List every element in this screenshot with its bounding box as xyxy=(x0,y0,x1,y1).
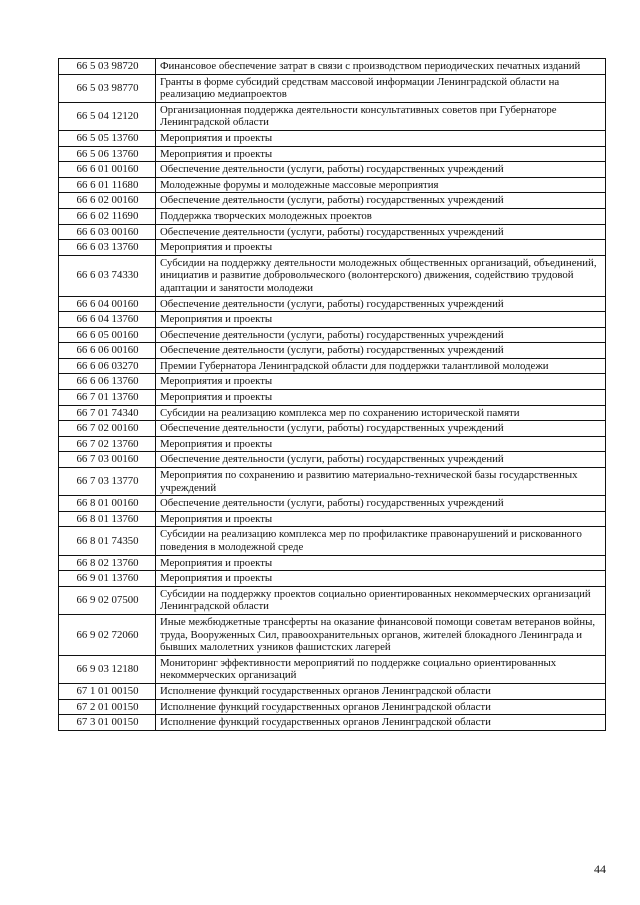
budget-code-cell: 66 6 06 03270 xyxy=(59,358,156,374)
table-row xyxy=(59,343,606,359)
table-row xyxy=(59,655,606,683)
budget-code-cell: 66 9 02 07500 xyxy=(59,586,156,614)
budget-code-cell: 67 2 01 00150 xyxy=(59,699,156,715)
budget-code-cell: 66 6 04 00160 xyxy=(59,296,156,312)
table-row xyxy=(59,436,606,452)
expense-name-cell: Мероприятия и проекты xyxy=(156,571,606,587)
budget-code-cell: 66 5 06 13760 xyxy=(59,146,156,162)
budget-code-cell: 66 6 03 74330 xyxy=(59,255,156,296)
budget-code-cell: 66 8 01 00160 xyxy=(59,496,156,512)
expense-name-cell: Мероприятия по сохранению и развитию материально-технической базы государственных учреждений xyxy=(156,468,606,496)
budget-code-cell: 67 3 01 00150 xyxy=(59,715,156,731)
expense-name-cell: Иные межбюджетные трансферты на оказание финансовой помощи советам ветеранов войны, труда, Вооруженных Сил, правоохранительных органов, жителей блокадного Ленинграда и бывших малолетних узников фашистских лагерей xyxy=(156,614,606,655)
table-body xyxy=(59,59,606,731)
expense-name-cell: Мониторинг эффективности мероприятий по поддержке социально ориентированных некоммерческих организаций xyxy=(156,655,606,683)
table-row xyxy=(59,390,606,406)
expense-name-cell: Гранты в форме субсидий средствам массовой информации Ленинградской области на реализацию медиапроектов xyxy=(156,74,606,102)
budget-code-cell: 66 9 03 12180 xyxy=(59,655,156,683)
expense-name-cell: Обеспечение деятельности (услуги, работы) государственных учреждений xyxy=(156,224,606,240)
expense-name-cell: Мероприятия и проекты xyxy=(156,436,606,452)
table-row xyxy=(59,715,606,731)
expense-name-cell: Субсидии на поддержку проектов социально ориентированных некоммерческих организаций Ленинградской области xyxy=(156,586,606,614)
budget-codes-table xyxy=(58,58,606,731)
expense-name-cell: Молодежные форумы и молодежные массовые мероприятия xyxy=(156,177,606,193)
table-row xyxy=(59,421,606,437)
expense-name-cell: Субсидии на реализацию комплекса мер по сохранению исторической памяти xyxy=(156,405,606,421)
expense-name-cell: Обеспечение деятельности (услуги, работы) государственных учреждений xyxy=(156,327,606,343)
table-row xyxy=(59,296,606,312)
table-row xyxy=(59,405,606,421)
expense-name-cell: Мероприятия и проекты xyxy=(156,374,606,390)
expense-name-cell: Мероприятия и проекты xyxy=(156,555,606,571)
budget-code-cell: 66 6 06 13760 xyxy=(59,374,156,390)
table-row xyxy=(59,327,606,343)
budget-code-cell: 66 6 06 00160 xyxy=(59,343,156,359)
table-row xyxy=(59,586,606,614)
budget-code-cell: 66 5 03 98720 xyxy=(59,59,156,75)
table-row xyxy=(59,224,606,240)
budget-code-cell: 66 6 01 11680 xyxy=(59,177,156,193)
budget-code-cell: 66 7 02 13760 xyxy=(59,436,156,452)
expense-name-cell: Обеспечение деятельности (услуги, работы) государственных учреждений xyxy=(156,162,606,178)
table-row xyxy=(59,699,606,715)
table-row xyxy=(59,146,606,162)
expense-name-cell: Поддержка творческих молодежных проектов xyxy=(156,208,606,224)
expense-name-cell: Организационная поддержка деятельности консультативных советов при Губернаторе Ленинградской области xyxy=(156,102,606,130)
budget-code-cell: 66 5 04 12120 xyxy=(59,102,156,130)
table-row xyxy=(59,527,606,555)
expense-name-cell: Исполнение функций государственных органов Ленинградской области xyxy=(156,699,606,715)
table-row xyxy=(59,683,606,699)
table-row xyxy=(59,511,606,527)
expense-name-cell: Финансовое обеспечение затрат в связи с производством периодических печатных изданий xyxy=(156,59,606,75)
budget-code-cell: 66 7 03 13770 xyxy=(59,468,156,496)
page-number: 44 xyxy=(594,862,606,876)
expense-name-cell: Исполнение функций государственных органов Ленинградской области xyxy=(156,715,606,731)
expense-name-cell: Обеспечение деятельности (услуги, работы) государственных учреждений xyxy=(156,193,606,209)
budget-code-cell: 66 8 02 13760 xyxy=(59,555,156,571)
table-row xyxy=(59,452,606,468)
table-row xyxy=(59,102,606,130)
table-row xyxy=(59,555,606,571)
table-row xyxy=(59,240,606,256)
expense-name-cell: Мероприятия и проекты xyxy=(156,130,606,146)
table-row xyxy=(59,358,606,374)
budget-code-cell: 66 9 02 72060 xyxy=(59,614,156,655)
table-row xyxy=(59,162,606,178)
budget-code-cell: 67 1 01 00150 xyxy=(59,683,156,699)
budget-code-cell: 66 5 05 13760 xyxy=(59,130,156,146)
table-row xyxy=(59,468,606,496)
expense-name-cell: Мероприятия и проекты xyxy=(156,312,606,328)
table-row xyxy=(59,255,606,296)
budget-code-cell: 66 6 05 00160 xyxy=(59,327,156,343)
budget-code-cell: 66 7 01 74340 xyxy=(59,405,156,421)
budget-code-cell: 66 6 03 00160 xyxy=(59,224,156,240)
expense-name-cell: Обеспечение деятельности (услуги, работы) государственных учреждений xyxy=(156,343,606,359)
budget-code-cell: 66 7 03 00160 xyxy=(59,452,156,468)
expense-name-cell: Субсидии на поддержку деятельности молодежных общественных организаций, объединений, инициатив и развитие добровольческого (волонтерского) движения, содействию трудовой адаптации и занятости молодежи xyxy=(156,255,606,296)
table-row xyxy=(59,496,606,512)
budget-code-cell: 66 8 01 13760 xyxy=(59,511,156,527)
table-row xyxy=(59,571,606,587)
expense-name-cell: Субсидии на реализацию комплекса мер по профилактике правонарушений и рискованного поведения в молодежной среде xyxy=(156,527,606,555)
budget-code-cell: 66 7 02 00160 xyxy=(59,421,156,437)
table-row xyxy=(59,193,606,209)
table-row xyxy=(59,74,606,102)
table-row xyxy=(59,177,606,193)
budget-code-cell: 66 6 01 00160 xyxy=(59,162,156,178)
table-row xyxy=(59,614,606,655)
expense-name-cell: Обеспечение деятельности (услуги, работы) государственных учреждений xyxy=(156,421,606,437)
expense-name-cell: Мероприятия и проекты xyxy=(156,511,606,527)
budget-code-cell: 66 9 01 13760 xyxy=(59,571,156,587)
budget-code-cell: 66 6 03 13760 xyxy=(59,240,156,256)
table-row xyxy=(59,208,606,224)
expense-name-cell: Премии Губернатора Ленинградской области для поддержки талантливой молодежи xyxy=(156,358,606,374)
expense-name-cell: Обеспечение деятельности (услуги, работы) государственных учреждений xyxy=(156,452,606,468)
expense-name-cell: Мероприятия и проекты xyxy=(156,240,606,256)
budget-code-cell: 66 6 02 11690 xyxy=(59,208,156,224)
budget-code-cell: 66 7 01 13760 xyxy=(59,390,156,406)
budget-code-cell: 66 6 04 13760 xyxy=(59,312,156,328)
table-row xyxy=(59,312,606,328)
budget-code-cell: 66 6 02 00160 xyxy=(59,193,156,209)
budget-code-cell: 66 5 03 98770 xyxy=(59,74,156,102)
table-row xyxy=(59,130,606,146)
budget-code-cell: 66 8 01 74350 xyxy=(59,527,156,555)
expense-name-cell: Мероприятия и проекты xyxy=(156,390,606,406)
table-row xyxy=(59,59,606,75)
table-row xyxy=(59,374,606,390)
expense-name-cell: Обеспечение деятельности (услуги, работы) государственных учреждений xyxy=(156,496,606,512)
expense-name-cell: Исполнение функций государственных органов Ленинградской области xyxy=(156,683,606,699)
expense-name-cell: Обеспечение деятельности (услуги, работы) государственных учреждений xyxy=(156,296,606,312)
expense-name-cell: Мероприятия и проекты xyxy=(156,146,606,162)
